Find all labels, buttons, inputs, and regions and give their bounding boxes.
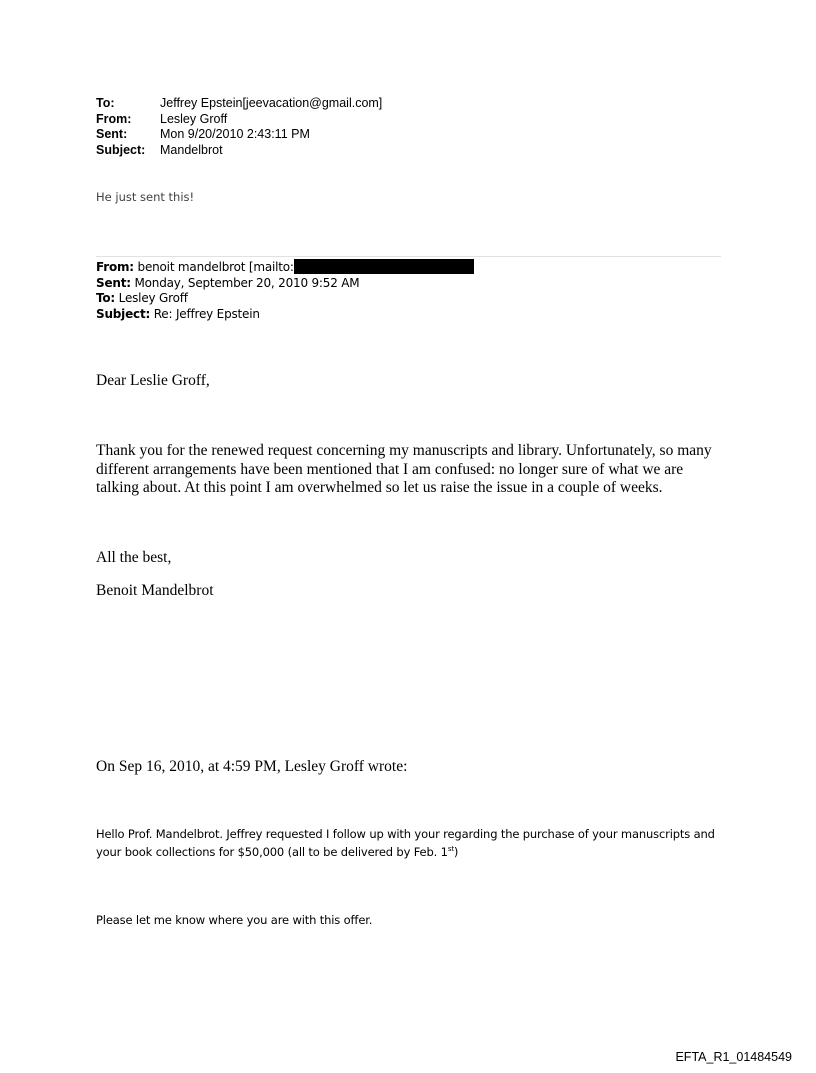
to-label: To: bbox=[96, 96, 115, 110]
separator-line bbox=[96, 256, 721, 257]
fwd-sent-label: Sent: bbox=[96, 275, 131, 290]
forward-note: He just sent this! bbox=[96, 190, 195, 204]
letter-signature-name: Benoit Mandelbrot bbox=[96, 582, 214, 599]
letter-body: Thank you for the renewed request concerning my manuscripts and library. Unfortunately, so many different arrangements have been mentioned that I am confused: no longer sure of what we are talking about. At this point I am overwhelmed so let us raise the issue in a couple of weeks. bbox=[96, 442, 712, 496]
fwd-subject-value: Re: Jeffrey Epstein bbox=[153, 306, 260, 321]
fwd-subject-label: Subject: bbox=[96, 306, 151, 321]
header-sent-row bbox=[96, 127, 382, 143]
quoted-message-sup: st bbox=[447, 845, 454, 854]
fwd-from-row bbox=[96, 259, 474, 276]
subject-label: Subject: bbox=[96, 142, 146, 157]
email-header bbox=[96, 96, 382, 158]
sent-value: Mon 9/20/2010 2:43:11 PM bbox=[160, 127, 310, 141]
fwd-to-label: To: bbox=[96, 291, 116, 305]
fwd-from-label: From: bbox=[96, 260, 134, 274]
header-from-row bbox=[96, 112, 382, 128]
forwarded-header bbox=[96, 259, 474, 322]
quoted-message-end: ) bbox=[453, 845, 459, 859]
fwd-subject-row bbox=[96, 307, 474, 323]
quoted-followup: Please let me know where you are with this offer. bbox=[96, 913, 373, 927]
redaction-box bbox=[294, 259, 474, 274]
quoted-message bbox=[96, 825, 736, 861]
header-subject-row bbox=[96, 143, 382, 159]
to-value: Jeffrey Epstein[jeevacation@gmail.com] bbox=[160, 96, 383, 110]
from-label: From: bbox=[96, 111, 132, 126]
fwd-sent-row bbox=[96, 276, 474, 292]
from-value: Lesley Groff bbox=[160, 111, 228, 126]
sent-label: Sent: bbox=[96, 127, 128, 141]
letter-signoff: All the best, bbox=[96, 549, 172, 566]
letter-greeting: Dear Leslie Groff, bbox=[96, 372, 210, 389]
quoted-message-main: Hello Prof. Mandelbrot. Jeffrey requested I follow up with your regarding the purchase of your manuscripts and your book collections for $50,000 (all to be delivered by Feb. 1 bbox=[96, 827, 715, 859]
fwd-to-value: Lesley Groff bbox=[118, 291, 188, 305]
header-to-row bbox=[96, 96, 382, 112]
quoted-header: On Sep 16, 2010, at 4:59 PM, Lesley Groff wrote: bbox=[96, 758, 408, 775]
fwd-sent-value: Monday, September 20, 2010 9:52 AM bbox=[134, 275, 360, 290]
subject-value: Mandelbrot bbox=[160, 142, 223, 157]
fwd-to-row bbox=[96, 291, 474, 307]
document-id: EFTA_R1_01484549 bbox=[675, 1050, 792, 1064]
fwd-from-value: benoit mandelbrot [mailto: bbox=[137, 260, 294, 274]
